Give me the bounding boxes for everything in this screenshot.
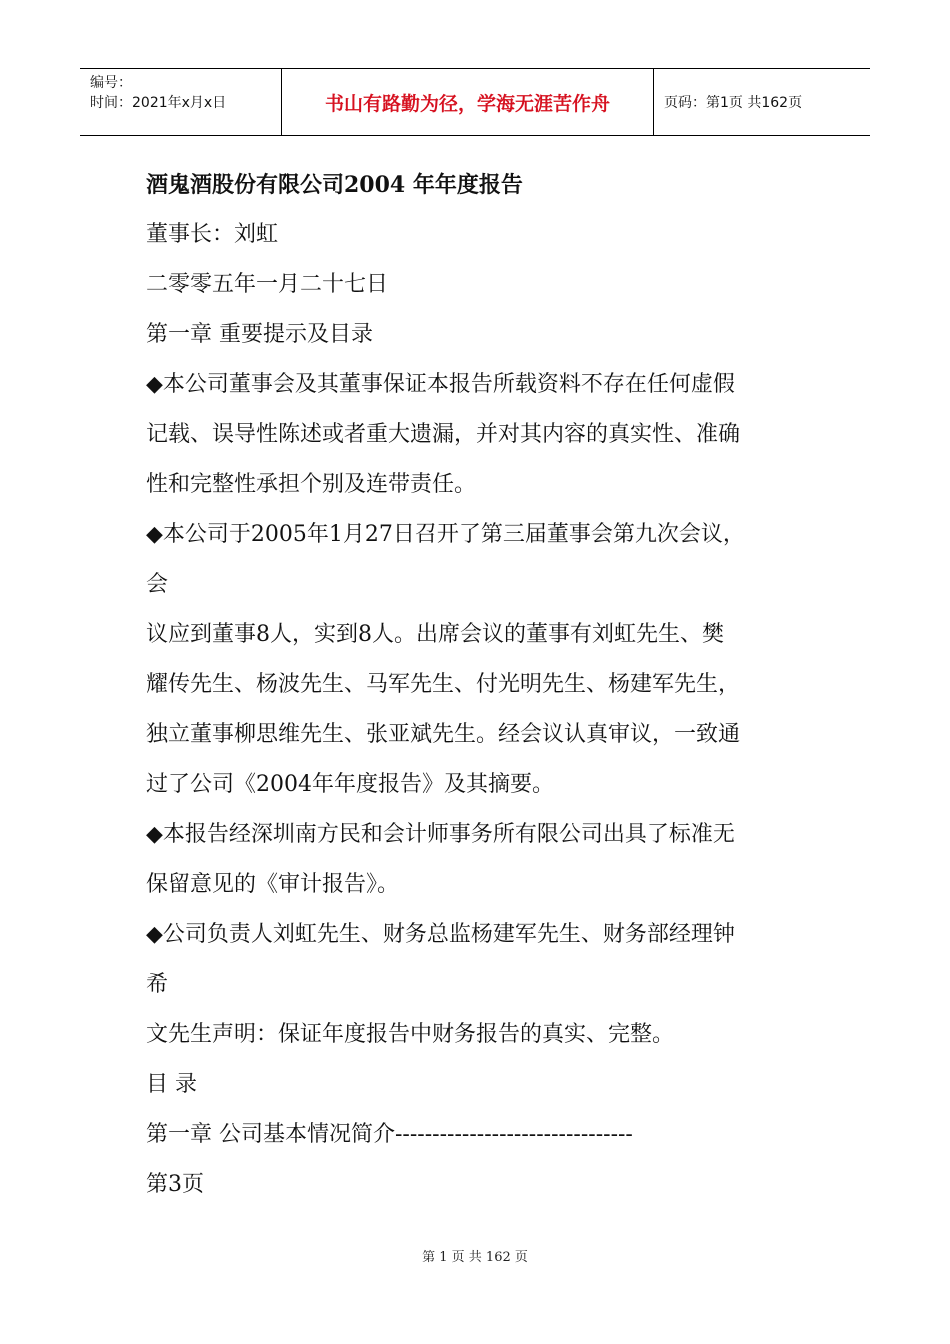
chapter-heading: 第一章 重要提示及目录 [146, 322, 373, 347]
paragraph-line: 文先生声明：保证年度报告中财务报告的真实、完整。 [146, 1022, 675, 1047]
toc-heading: 目 录 [146, 1072, 197, 1097]
report-title: 酒鬼酒股份有限公司2004 年年度报告 [146, 172, 523, 198]
paragraph-line: ◆本公司董事会及其董事保证本报告所载资料不存在任何虚假 [146, 372, 735, 397]
number-label: 编号： [90, 75, 132, 91]
paragraph-line: ◆本报告经深圳南方民和会计师事务所有限公司出具了标准无 [146, 822, 735, 847]
toc-entry: 第一章 公司基本情况简介-------------------------------- [146, 1122, 633, 1147]
paragraph-line: 会 [146, 572, 169, 597]
paragraph-line: 性和完整性承担个别及连带责任。 [146, 472, 477, 497]
paragraph-line: 耀传先生、杨波先生、马军先生、付光明先生、杨建军先生， [146, 672, 741, 697]
paragraph-line: ◆本公司于2005年1月27日召开了第三届董事会第九次会议， [146, 522, 745, 547]
header-motto: 书山有路勤为径，学海无涯苦作舟 [282, 69, 654, 135]
document-body [146, 160, 806, 1210]
paragraph-line: 过了公司《2004年年度报告》及其摘要。 [146, 772, 554, 797]
paragraph-line: 议应到董事8人，实到8人。出席会议的董事有刘虹先生、樊 [146, 622, 724, 647]
header-page-info: 页码：第1页 共162页 [664, 95, 803, 111]
paragraph-line: 保留意见的《审计报告》。 [146, 872, 400, 897]
toc-entry-page: 第3页 [146, 1172, 204, 1197]
paragraph-line: 记载、误导性陈述或者重大遗漏，并对其内容的真实性、准确 [146, 422, 741, 447]
date-line: 二零零五年一月二十七日 [146, 272, 389, 297]
paragraph-line: 希 [146, 972, 169, 997]
chairman-line: 董事长：刘虹 [146, 222, 279, 247]
paragraph-line: ◆公司负责人刘虹先生、财务总监杨建军先生、财务部经理钟 [146, 922, 735, 947]
time-label: 时间：2021年x月x日 [90, 95, 227, 111]
header-meta-cell [80, 69, 282, 135]
page-header [80, 68, 870, 136]
paragraph-line: 独立董事柳思维先生、张亚斌先生。经会议认真审议，一致通 [146, 722, 741, 747]
page-footer: 第 1 页 共 162 页 [422, 1250, 528, 1265]
